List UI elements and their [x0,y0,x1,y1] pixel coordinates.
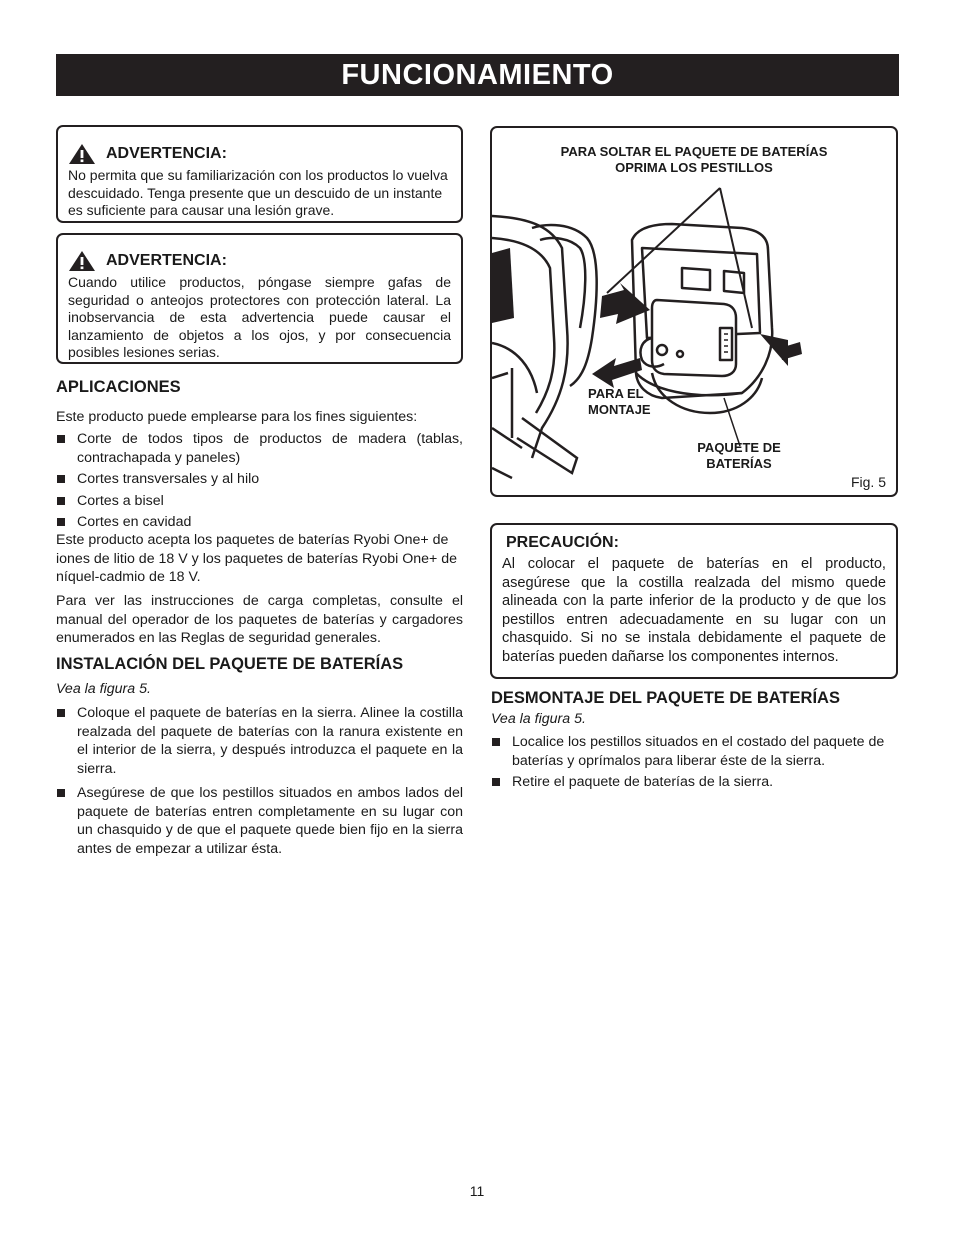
warning-box-familiarity [56,125,463,223]
figure-reference: Vea la figura 5. [56,681,151,697]
list-item: Cortes en cavidad [56,513,463,532]
warning-title: ADVERTENCIA: [106,145,227,162]
desmontaje-list [491,733,899,795]
caution-text: Al colocar el paquete de baterías en el producto, asegúrese que la costilla realzada del mismo quede alineada con la parte inferior de la producto y de que los pestillos entren adecuadamente en su lugar con un chasquido. Si no se instala debidamente el paquete de baterías pueden dañarse los componentes internos. [502,556,886,665]
warning-text: Cuando utilice productos, póngase siempre gafas de seguridad o anteojos protectores con protección lateral. La inobservancia de esta advertencia puede causar el lanzamiento de objetos a los ojos, y por consecuencia posibles lesiones serias. [68,274,451,360]
list-item: Cortes transversales y al hilo [56,470,463,489]
figure-5 [490,126,898,497]
section-heading-aplicaciones: APLICACIONES [56,378,181,396]
warning-box-eye-protection [56,233,463,364]
warning-title: ADVERTENCIA: [106,252,227,269]
section-heading-desmontaje: DESMONTAJE DEL PAQUETE DE BATERÍAS [491,689,840,707]
list-item: Cortes a bisel [56,492,463,511]
figure-caption: Fig. 5 [850,474,886,490]
aplicaciones-charging-paragraph: Para ver las instrucciones de carga completas, consulte el manual del operador de los paquetes de baterías y cargadores enumerados en las Reglas de seguridad generales. [56,593,463,646]
warning-text: No permita que su familiarización con los productos lo vuelva descuidado. Tenga presente que un descuido de un instante es suficiente para causar una lesión grave. [68,167,448,218]
aplicaciones-battery-paragraph: Este producto acepta los paquetes de baterías Ryobi One+ de iones de litio de 18 V y los paquetes de baterías Ryobi One+ de níquel-cadmio de 18 V. [56,532,458,585]
figure-reference: Vea la figura 5. [491,711,586,727]
list-item: Coloque el paquete de baterías en la sierra. Alinee la costilla realzada del paquete de baterías con la ranura existente en el interior de la sierra, y después introduzca el paquete en la sierra. [56,704,463,778]
warning-triangle-icon [68,143,96,165]
page-title: FUNCIONAMIENTO [56,54,899,96]
list-item: Asegúrese de que los pestillos situados en ambos lados del paquete de baterías entren completamente en su lugar con un chasquido y de que el paquete quede bien fijo en la sierra antes de empezar a utilizar ésta. [56,784,463,858]
figure-label-mount: PARA EL MONTAJE [588,386,651,417]
section-heading-instalacion: INSTALACIÓN DEL PAQUETE DE BATERÍAS [56,655,404,673]
list-item: Retire el paquete de baterías de la sierra. [491,773,899,792]
figure-label-battery-pack: PAQUETE DE BATERÍAS [697,440,781,471]
list-item: Corte de todos tipos de productos de madera (tablas, contrachapada y paneles) [56,430,463,467]
warning-triangle-icon [68,250,96,272]
caution-title: PRECAUCIÓN: [506,534,619,551]
aplicaciones-list [56,430,463,535]
list-item: Localice los pestillos situados en el costado del paquete de baterías y oprímalos para liberar éste de la sierra. [491,733,899,770]
aplicaciones-intro: Este producto puede emplearse para los fines siguientes: [56,409,418,425]
caution-box [490,523,898,679]
figure-label-release: PARA SOLTAR EL PAQUETE DE BATERÍAS OPRIMA LOS PESTILLOS [560,144,828,175]
instalacion-list [56,704,463,861]
page-number: 11 [469,1183,485,1199]
